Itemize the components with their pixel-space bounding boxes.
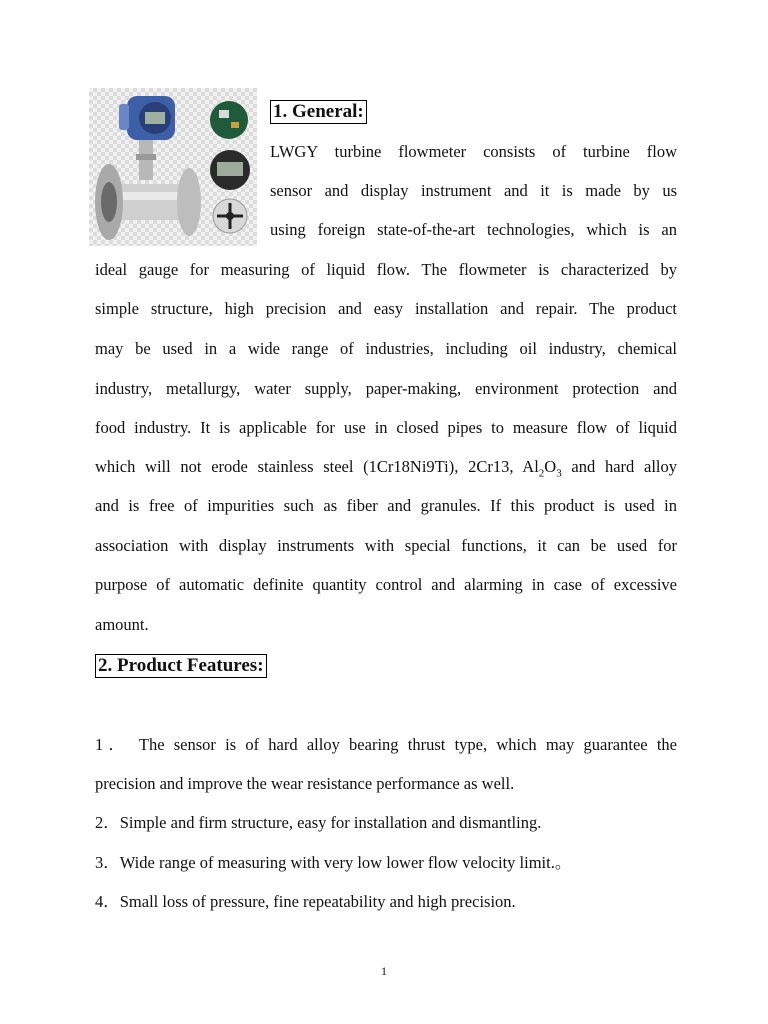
alloy-subscript-2: 3 bbox=[556, 467, 562, 480]
alloy-text-before: which will not erode stainless steel (1Cr18Ni9Ti), 2Cr13, Al bbox=[95, 457, 539, 476]
display-lcd bbox=[217, 162, 243, 176]
feature-item-4: 4．Small loss of pressure, fine repeatability and high precision. bbox=[95, 892, 516, 911]
alloy-text-after: and hard alloy bbox=[561, 457, 677, 476]
left-flange-bore bbox=[101, 182, 117, 222]
flowmeter-illustration bbox=[89, 88, 257, 246]
feature-item-1: 1． The sensor is of hard alloy bearing thrust type, which may guarantee the bbox=[95, 735, 677, 754]
paragraph-line: industry, metallurgy, water supply, paper-making, environment protection and bbox=[95, 379, 677, 398]
paragraph-line-last: amount. bbox=[95, 615, 149, 634]
paragraph-line: food industry. It is applicable for use in closed pipes to measure flow of liquid bbox=[95, 418, 677, 437]
paragraph-line: may be used in a wide range of industries, including oil industry, chemical bbox=[95, 339, 677, 358]
paragraph-line: ideal gauge for measuring of liquid flow. The flowmeter is characterized by bbox=[95, 260, 677, 279]
paragraph-line: sensor and display instrument and it is made by us bbox=[270, 181, 677, 200]
section-heading-general: 1. General: bbox=[270, 100, 367, 124]
page-number: 1 bbox=[381, 964, 387, 978]
board-chip bbox=[219, 110, 229, 118]
alloy-text-mid: O bbox=[544, 457, 557, 476]
paragraph-line: simple structure, high precision and easy installation and repair. The product bbox=[95, 299, 677, 318]
paragraph-line: LWGY turbine flowmeter consists of turbine flow bbox=[270, 142, 677, 161]
feature-item-3: 3．Wide range of measuring with very low lower flow velocity limit.。 bbox=[95, 853, 572, 872]
transmitter-cap-left bbox=[119, 104, 129, 130]
section-heading-product-features: 2. Product Features: bbox=[95, 654, 267, 678]
alloy-subscript-1: 2 bbox=[538, 467, 545, 480]
paragraph-line-alloy bbox=[95, 457, 677, 483]
paragraph-line: association with display instruments with special functions, it can be used for bbox=[95, 536, 677, 555]
paragraph-line: purpose of automatic definite quantity control and alarming in case of excessive bbox=[95, 575, 677, 594]
paragraph-line: using foreign state-of-the-art technologies, which is an bbox=[270, 220, 677, 239]
flowmeter-product-photo bbox=[89, 88, 257, 246]
circuit-board bbox=[210, 101, 248, 139]
feature-item-1-continued: precision and improve the wear resistance performance as well. bbox=[95, 774, 515, 793]
feature-item-2: 2．Simple and firm structure, easy for installation and dismantling. bbox=[95, 813, 542, 832]
stem-collar bbox=[136, 154, 156, 160]
right-flange bbox=[177, 168, 201, 236]
rotor-hub bbox=[226, 212, 234, 220]
paragraph-line: and is free of impurities such as fiber and granules. If this product is used in bbox=[95, 496, 677, 515]
transmitter-lcd bbox=[145, 112, 165, 124]
board-component bbox=[231, 122, 239, 128]
